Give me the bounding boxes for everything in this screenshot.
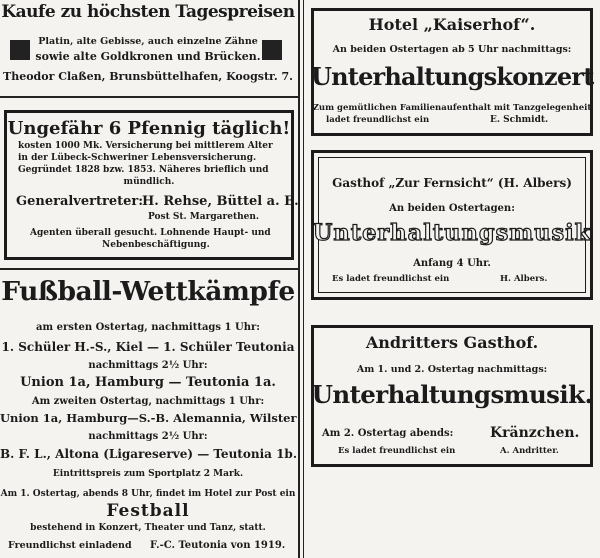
ad-kaiserhof-host: E. Schmidt. xyxy=(490,115,549,125)
ad-andritter-invite: Es ladet freundlichst ein xyxy=(338,446,456,456)
ad-gold-line1: Platin, alte Gebisse, auch einzelne Zähne xyxy=(38,36,258,47)
ad-insurance-body-4: mündlich. xyxy=(123,177,175,187)
ad-football-day2: Am zweiten Ostertag, nachmittags 1 Uhr: xyxy=(31,396,265,407)
ad-football-headline: Fußball-Wettkämpfe xyxy=(1,276,295,307)
ad-gold-headline: Kaufe zu höchsten Tagespreisen xyxy=(1,2,295,22)
ad-kaiserhof-note2: ladet freundlichst ein xyxy=(326,115,430,125)
ad-football-time2b: nachmittags 2½ Uhr: xyxy=(88,431,208,442)
ad-insurance-rep-label: Generalvertreter: xyxy=(16,194,144,209)
ad-football-fest-intro: Am 1. Ostertag, abends 8 Uhr, findet im Hotel zur Post ein xyxy=(0,489,296,499)
square-ornament-left xyxy=(10,40,30,60)
square-ornament-right xyxy=(262,40,282,60)
ad-andritter-when: Am 1. und 2. Ostertag nachmittags: xyxy=(356,364,548,375)
ad-football-club: F.-C. Teutonia von 1919. xyxy=(150,540,286,551)
column-divider xyxy=(298,0,300,558)
ad-insurance-rep-post: Post St. Margarethen. xyxy=(148,212,260,222)
ad-fernsicht-when: An beiden Ostertagen: xyxy=(389,203,515,214)
ad-football-entry: Eintrittspreis zum Sportplatz 2 Mark. xyxy=(52,469,244,479)
column-divider-right xyxy=(303,0,304,558)
ad-gold-signature: Theodor Claßen, Brunsbüttelhafen, Koogstr. 7. xyxy=(3,70,293,83)
ad-fernsicht-start: Anfang 4 Uhr. xyxy=(413,258,491,269)
ad-andritter-evening: Am 2. Ostertag abends: xyxy=(322,428,454,439)
ad-kaiserhof-note1: Zum gemütlichen Familienaufenthalt mit Tanzgelegenheit xyxy=(312,103,592,113)
ad-football-invite: Freundlichst einladend xyxy=(8,540,132,551)
ad-andritter-host: A. Andritter. xyxy=(500,446,559,456)
ad-kaiserhof-event: Unterhaltungskonzert xyxy=(311,62,594,91)
ad-kaiserhof-headline: Hotel „Kaiserhof“. xyxy=(368,15,536,34)
ad-andritter-event: Unterhaltungsmusik. xyxy=(311,380,593,409)
ad-fernsicht-invite: Es ladet freundlichst ein xyxy=(332,274,450,284)
ad-insurance-body-2: in der Lübeck-Schweriner Lebensversicherung. xyxy=(18,153,257,163)
ad-insurance-footer2: Nebenbeschäftigung. xyxy=(102,240,210,250)
ad-insurance-body-1: kosten 1000 Mk. Versicherung bei mittlerem Alter xyxy=(18,141,273,151)
ad-football-match4: B. F. L., Altona (Ligareserve) — Teutonia 1b. xyxy=(0,447,297,461)
ad-football-match3: Union 1a, Hamburg—S.-B. Alemannia, Wilster xyxy=(0,411,297,425)
ad-insurance-headline: Ungefähr 6 Pfennig täglich! xyxy=(7,118,291,139)
ad-fernsicht-event: Unterhaltungsmusik xyxy=(312,220,592,246)
ad-fernsicht-headline: Gasthof „Zur Fernsicht“ (H. Albers) xyxy=(332,176,572,190)
ad-football-fest: Festball xyxy=(106,501,190,521)
ad-football-match2: Union 1a, Hamburg — Teutonia 1a. xyxy=(20,375,276,390)
ad-insurance-rep-name: H. Rehse, Büttel a. E. xyxy=(142,194,299,209)
ad-football-match1: 1. Schüler H.-S., Kiel — 1. Schüler Teutonia xyxy=(1,340,295,354)
ad-andritter-evening-event: Kränzchen. xyxy=(490,425,580,441)
ad-gold-line2: sowie alte Goldkronen und Brücken. xyxy=(35,50,261,63)
separator xyxy=(0,96,298,98)
ad-kaiserhof-when: An beiden Ostertagen ab 5 Uhr nachmittags: xyxy=(332,44,572,55)
ad-insurance-footer1: Agenten überall gesucht. Lohnende Haupt- und xyxy=(30,228,271,238)
ad-football-fest-desc: bestehend in Konzert, Theater und Tanz, statt. xyxy=(30,523,266,533)
ad-football-time1b: nachmittags 2½ Uhr: xyxy=(88,360,208,371)
ad-insurance-body-3: Gegründet 1828 bzw. 1853. Näheres brieflich und xyxy=(18,165,269,175)
ad-fernsicht-host: H. Albers. xyxy=(500,274,548,284)
separator xyxy=(0,268,298,270)
ad-football-day1: am ersten Ostertag, nachmittags 1 Uhr: xyxy=(36,322,260,333)
ad-andritter-headline: Andritters Gasthof. xyxy=(365,333,539,352)
